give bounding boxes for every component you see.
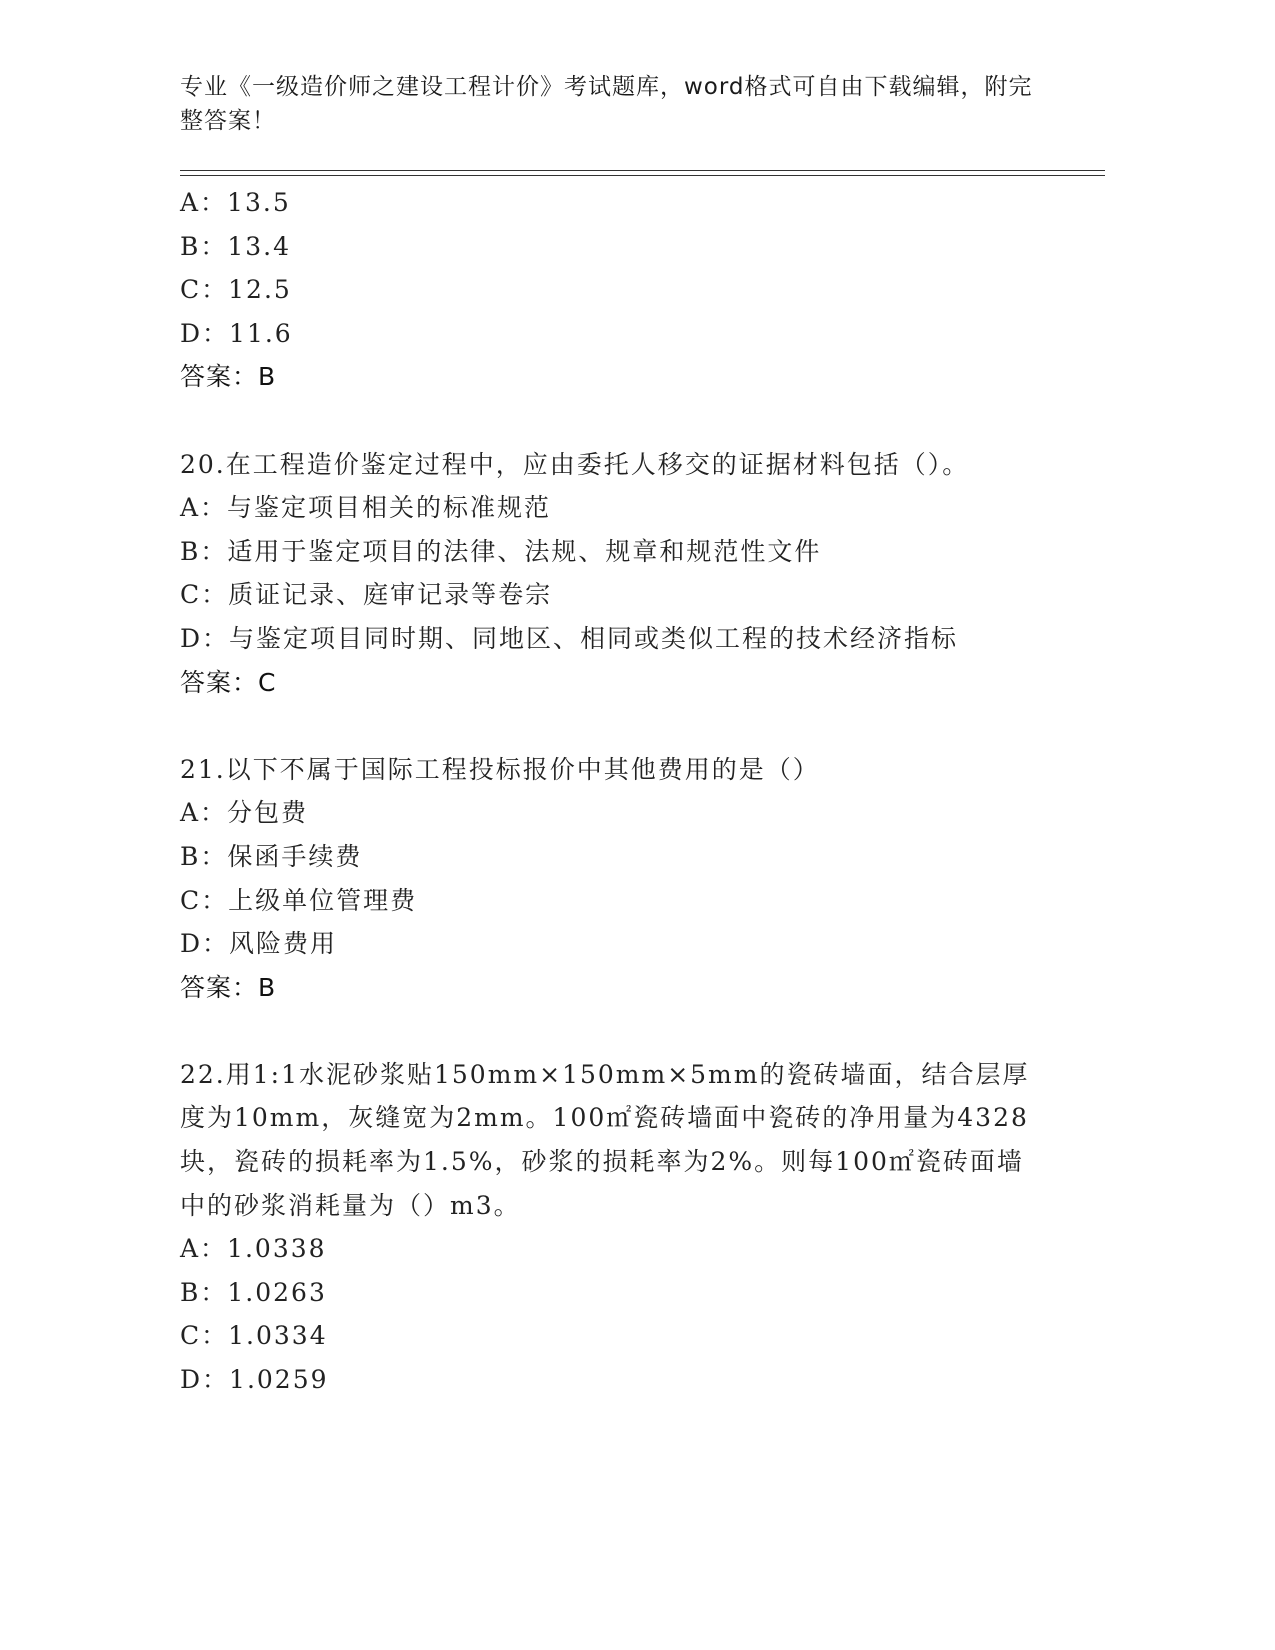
- option-b: B：13.4: [180, 231, 292, 261]
- option-a: A：1.0338: [180, 1234, 327, 1264]
- option-c: C：1.0334: [180, 1321, 328, 1351]
- option-d: D：11.6: [180, 318, 293, 348]
- prev-question-options: [180, 181, 1060, 399]
- question-text: 22.用1:1水泥砂浆贴150mm×150mm×5mm的瓷砖墙面，结合层厚度为10mm，灰缝宽为2mm。100㎡瓷砖墙面中瓷砖的净用量为4328块，瓷砖的损耗率为1.5%，砂浆的损耗率为2%。则每100㎡瓷砖面墙中的砂浆消耗量为（）m3。: [180, 1059, 1030, 1220]
- answer-label: 答案：B: [180, 972, 277, 1002]
- option-d: D：风险费用: [180, 929, 338, 959]
- question-text: 20.在工程造价鉴定过程中，应由委托人移交的证据材料包括（）。: [180, 449, 970, 479]
- option-a: A：分包费: [180, 798, 309, 828]
- option-c: C：上级单位管理费: [180, 885, 418, 915]
- answer-label: 答案：C: [180, 667, 277, 697]
- question-20: [180, 443, 1060, 705]
- header-divider-top: [180, 170, 1105, 171]
- option-b: B：适用于鉴定项目的法律、法规、规章和规范性文件: [180, 536, 822, 566]
- spacer: [180, 399, 1060, 443]
- document-header: 专业《一级造价师之建设工程计价》考试题库，word格式可自由下载编辑，附完整答案！: [180, 74, 1033, 134]
- spacer: [180, 1009, 1060, 1053]
- option-b: B：1.0263: [180, 1277, 327, 1307]
- header-divider-bottom: [180, 175, 1105, 176]
- answer-label: 答案：B: [180, 362, 277, 392]
- option-c: C：12.5: [180, 275, 292, 305]
- option-b: B：保函手续费: [180, 841, 363, 871]
- question-21: [180, 748, 1060, 1010]
- question-22: [180, 1053, 1060, 1402]
- question-text: 21.以下不属于国际工程投标报价中其他费用的是（）: [180, 754, 820, 784]
- option-d: D：1.0259: [180, 1365, 329, 1395]
- option-d: D：与鉴定项目同时期、同地区、相同或类似工程的技术经济指标: [180, 623, 959, 653]
- option-a: A：13.5: [180, 188, 291, 217]
- question-content: [180, 181, 1060, 1402]
- option-c: C：质证记录、庭审记录等卷宗: [180, 580, 553, 610]
- option-a: A：与鉴定项目相关的标准规范: [180, 493, 552, 523]
- spacer: [180, 704, 1060, 748]
